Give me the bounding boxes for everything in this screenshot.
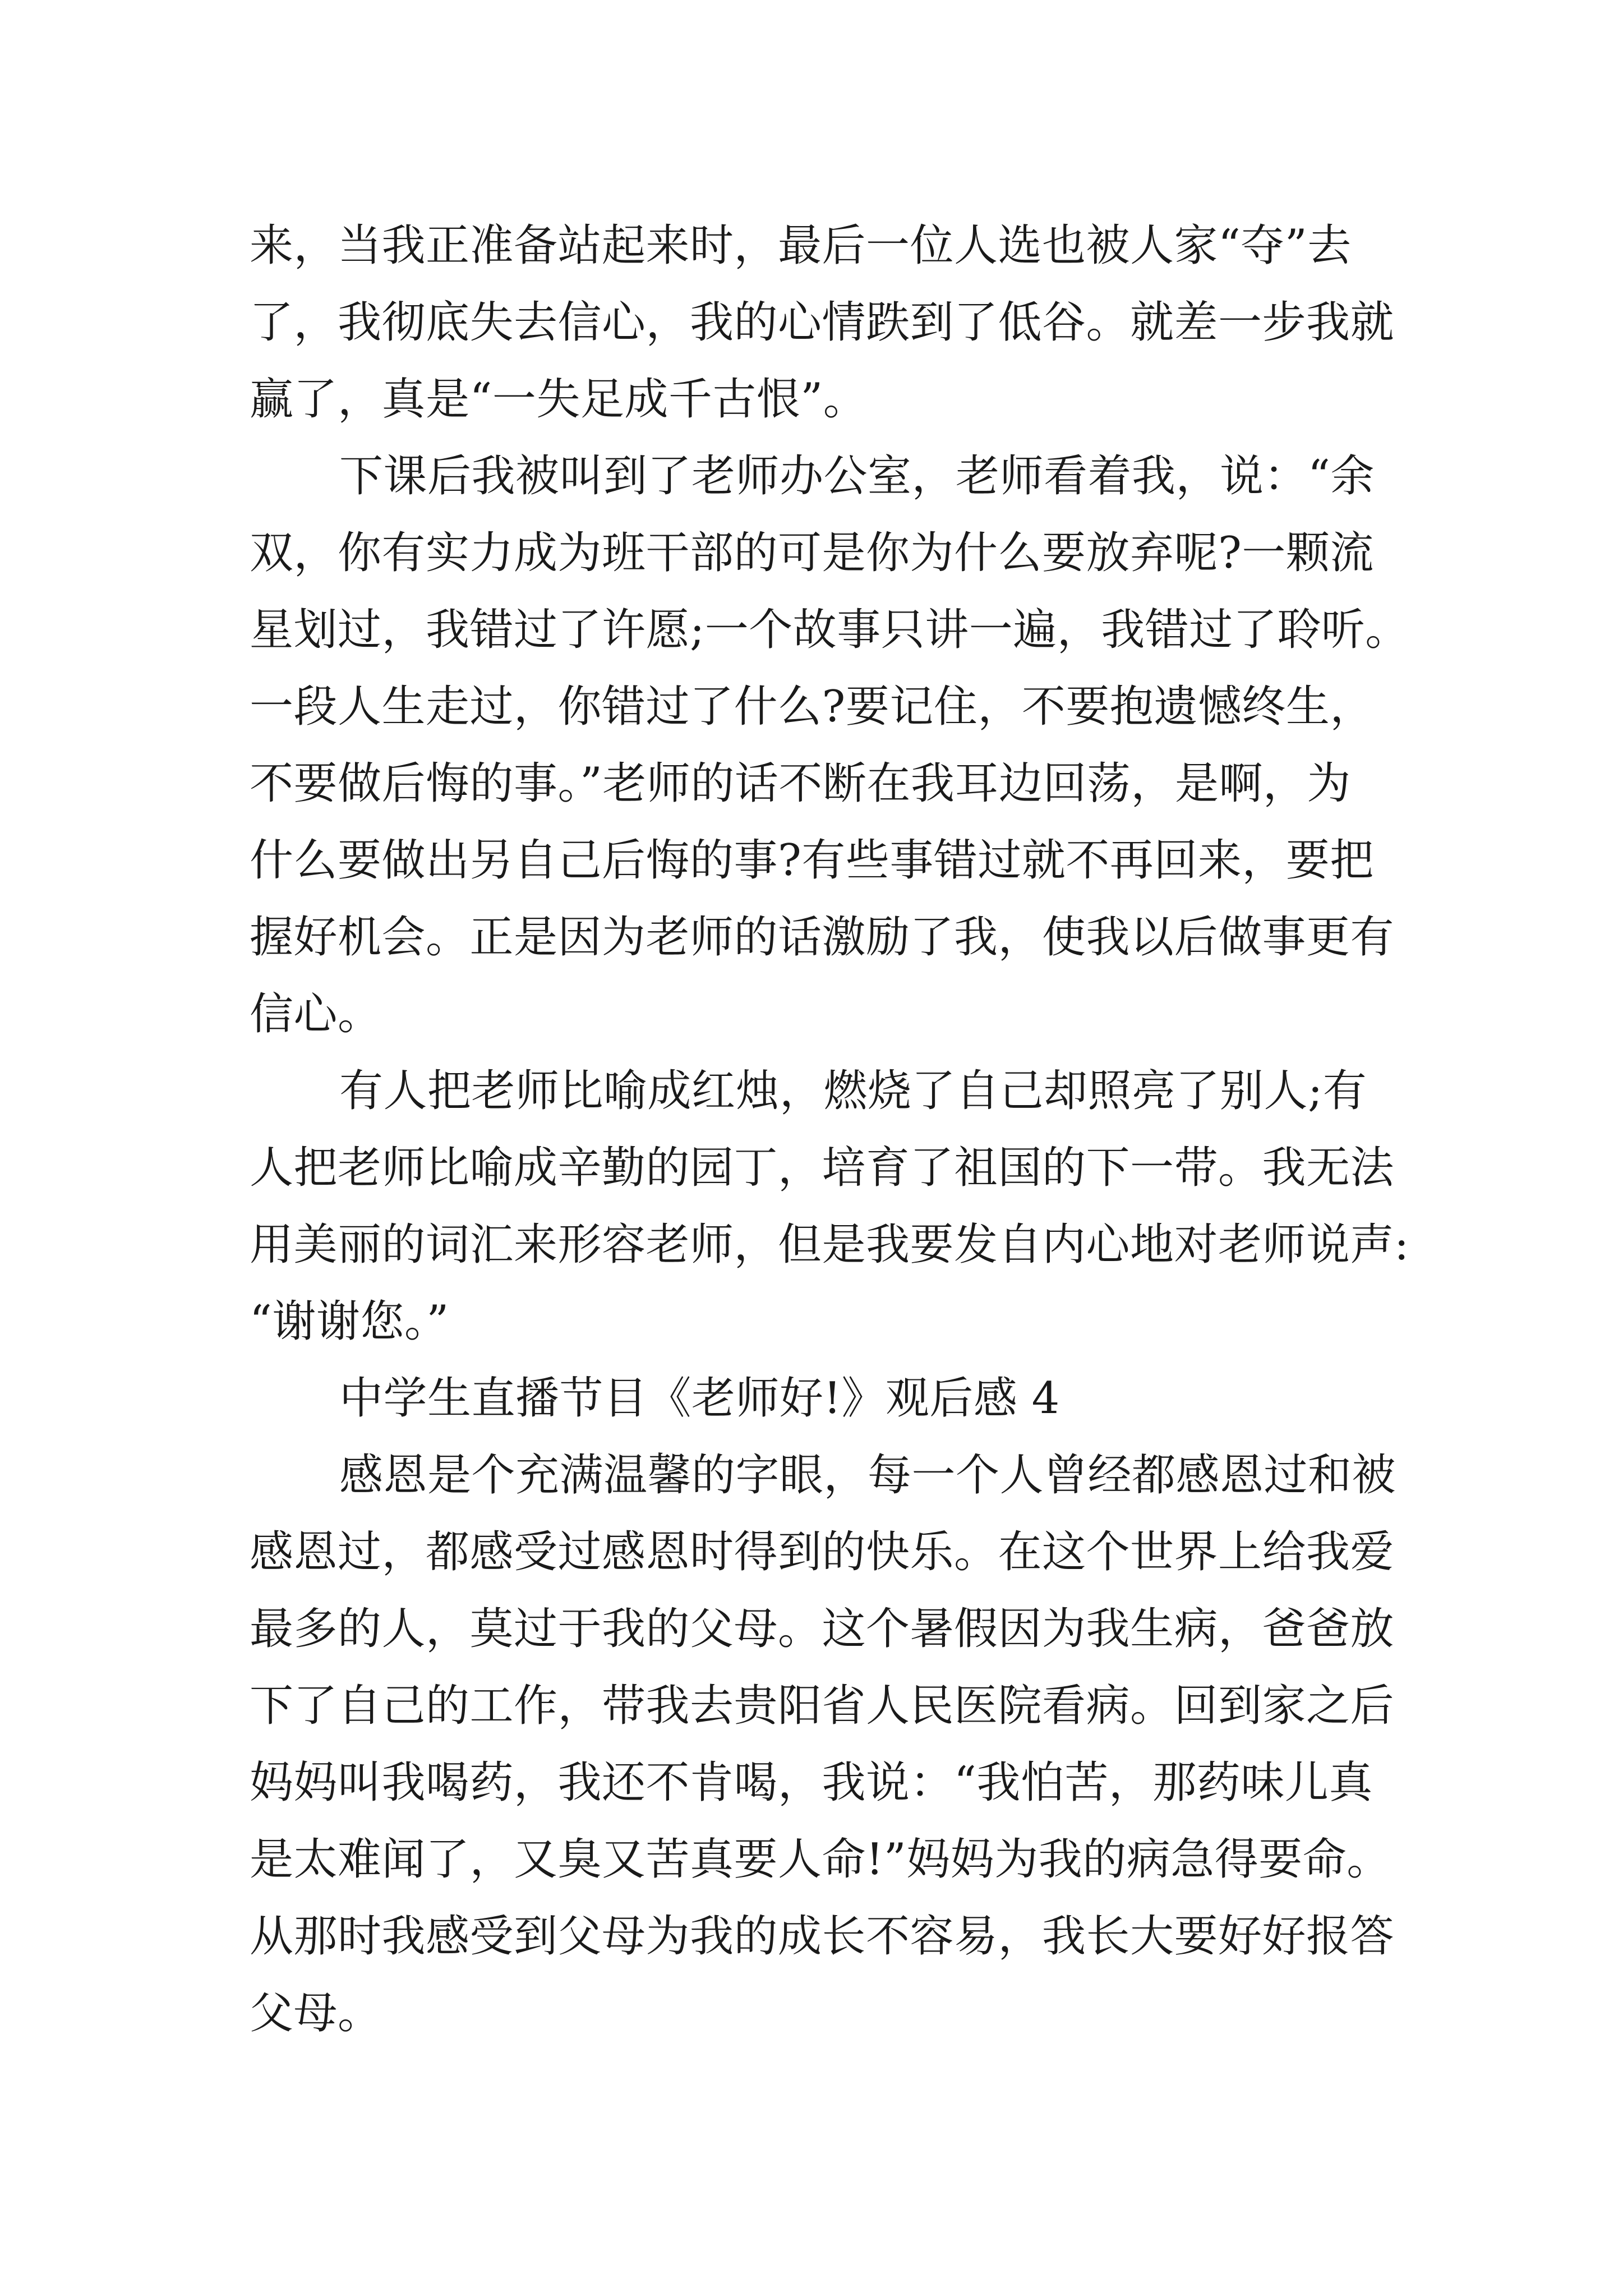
text-line: 一段人生走过，你错过了什么?要记住，不要抱遗憾终生， bbox=[250, 682, 1374, 732]
text-line: 最多的人，莫过于我的父母。这个暑假因为我生病，爸爸放 bbox=[250, 1604, 1395, 1654]
text-line: 来，当我正准备站起来时，最后一位人选也被人家“夺”去 bbox=[250, 220, 1352, 271]
paragraph-first-line: 下课后我被叫到了老师办公室，老师看着我，说：“余 bbox=[339, 451, 1375, 501]
text-line: 什么要做出另自己后悔的事?有些事错过就不再回来，要把 bbox=[250, 835, 1374, 886]
text-line: 信心。 bbox=[250, 989, 382, 1039]
text-line: 不要做后悔的事。”老师的话不断在我耳边回荡，是啊，为 bbox=[250, 758, 1351, 809]
section-heading: 中学生直播节目《老师好!》观后感 4 bbox=[339, 1373, 1060, 1424]
text-line: 用美丽的词汇来形容老师，但是我要发自内心地对老师说声: bbox=[250, 1220, 1409, 1270]
paragraph-first-line: 感恩是个充满温馨的字眼，每一个人曾经都感恩过和被 bbox=[339, 1450, 1396, 1501]
document-body bbox=[250, 208, 1409, 2052]
text-line: 双，你有实力成为班干部的可是你为什么要放弃呢?一颗流 bbox=[250, 528, 1374, 578]
text-line: 星划过，我错过了许愿;一个故事只讲一遍，我错过了聆听。 bbox=[250, 605, 1409, 655]
text-line: 是太难闻了，又臭又苦真要人命!”妈妈为我的病急得要命。 bbox=[250, 1834, 1391, 1885]
text-line: 了，我彻底失去信心，我的心情跌到了低谷。就差一步我就 bbox=[250, 297, 1395, 348]
text-line: 人把老师比喻成辛勤的园丁，培育了祖国的下一带。我无法 bbox=[250, 1143, 1395, 1193]
text-line: 父母。 bbox=[250, 1988, 382, 2039]
text-line: 赢了，真是“一失足成千古恨”。 bbox=[250, 374, 868, 425]
text-line: 下了自己的工作，带我去贵阳省人民医院看病。回到家之后 bbox=[250, 1681, 1395, 1731]
text-line: 妈妈叫我喝药，我还不肯喝，我说：“我怕苦，那药味儿真 bbox=[250, 1757, 1373, 1808]
paragraph-first-line: 有人把老师比喻成红烛，燃烧了自己却照亮了别人;有 bbox=[339, 1066, 1367, 1116]
text-line: 握好机会。正是因为老师的话激励了我，使我以后做事更有 bbox=[250, 912, 1395, 963]
text-line: 从那时我感受到父母为我的成长不容易，我长大要好好报答 bbox=[250, 1911, 1395, 1962]
text-line: “谢谢您。” bbox=[250, 1296, 449, 1347]
text-line: 感恩过，都感受过感恩时得到的快乐。在这个世界上给我爱 bbox=[250, 1527, 1395, 1577]
